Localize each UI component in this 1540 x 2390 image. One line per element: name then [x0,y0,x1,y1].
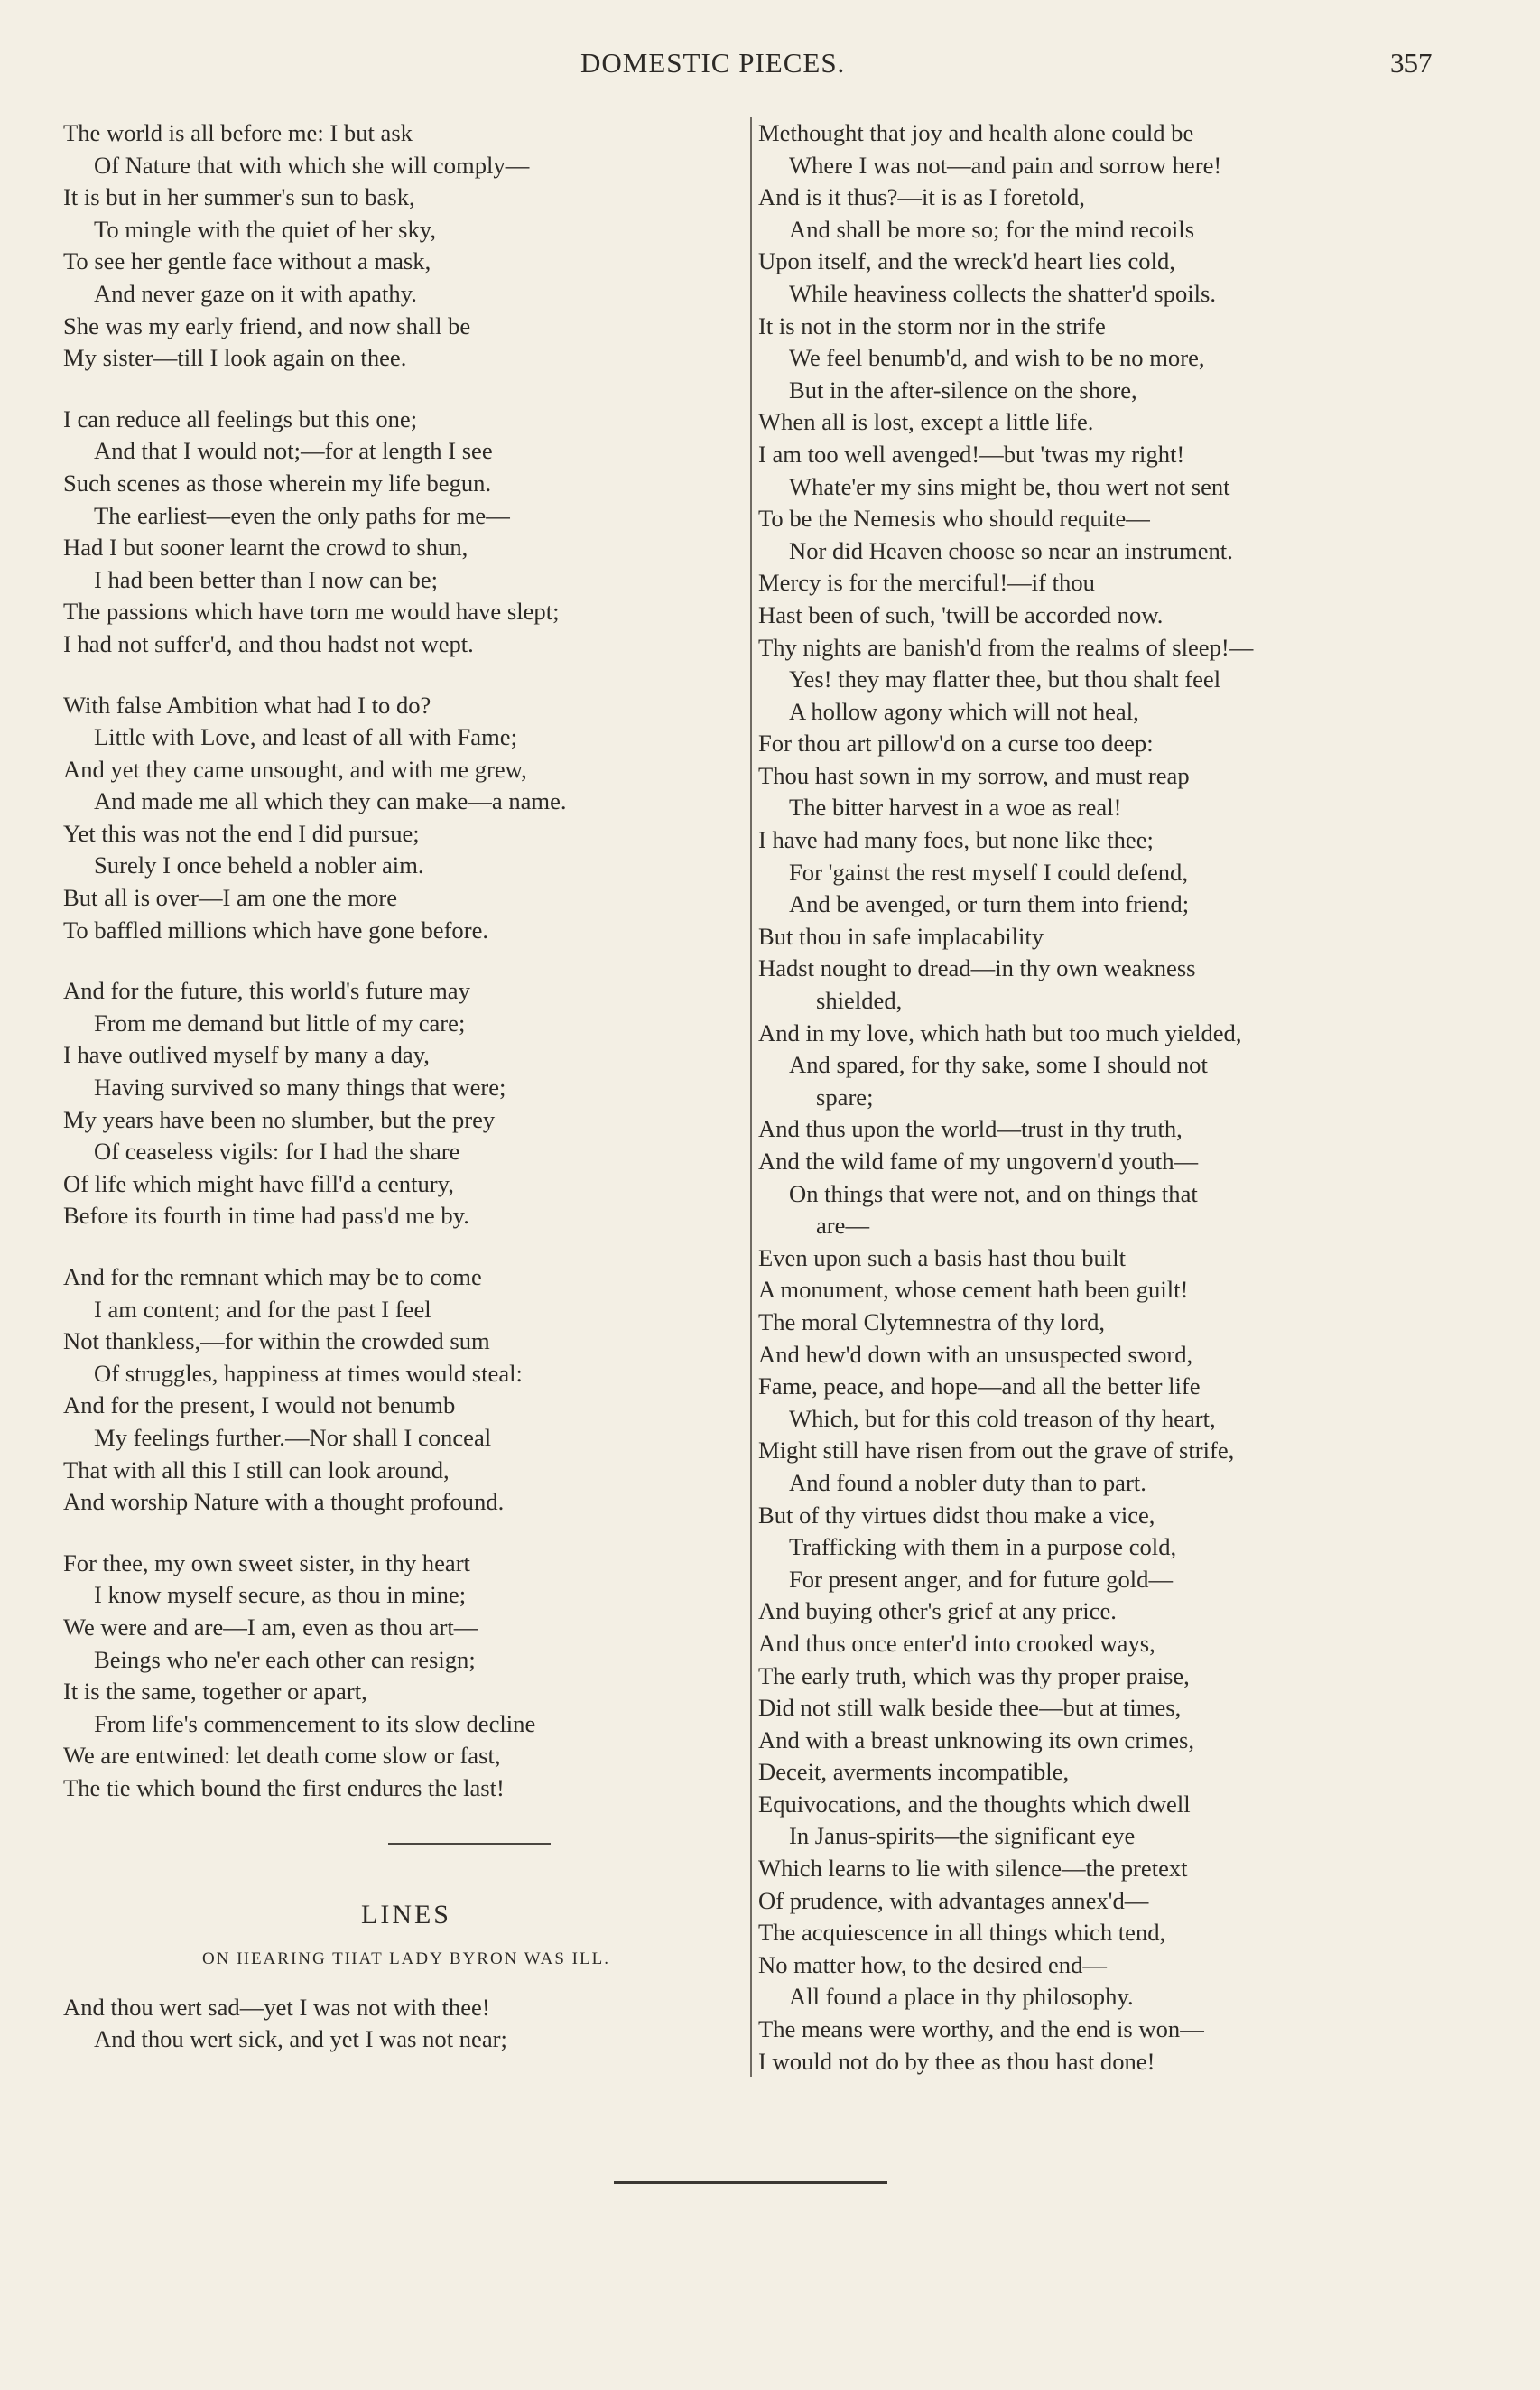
verse-line: When all is lost, except a little life. [758,408,1094,436]
verse-line: For present anger, and for future gold— [789,1565,1174,1593]
verse-line: It is not in the storm nor in the strife [758,312,1106,339]
stanza [63,975,749,1232]
verse-line: Such scenes as those wherein my life begun. [63,469,492,497]
verse-line: We feel benumb'd, and wish to be no more, [789,344,1205,372]
verse-line: Of prudence, with advantages annex'd— [758,1886,1149,1914]
page-number: 357 [1390,47,1433,79]
verse-line: Whate'er my sins might be, thou wert not sent [789,472,1230,500]
verse-line: But in the after-silence on the shore, [789,376,1137,404]
verse-line: Not thankless,—for within the crowded sum [63,1327,490,1355]
verse-line: And that I would not;—for at length I see [94,437,493,465]
verse-line: And worship Nature with a thought profound. [63,1488,505,1516]
verse-line: The bitter harvest in a woe as real! [789,794,1122,822]
verse-line: And for the present, I would not benumb [63,1391,456,1419]
verse-line: And shall be more so; for the mind recoils [789,215,1195,243]
verse-line: Little with Love, and least of all with Fame; [94,723,517,751]
verse-line: spare; [816,1083,874,1111]
verse-line: And thou wert sick, and yet I was not near; [94,2025,507,2053]
verse-line: Deceit, averments incompatible, [758,1758,1070,1786]
verse-line: From life's commencement to its slow decline [94,1709,536,1737]
verse-line: Might still have risen from out the grave of strife, [758,1437,1235,1465]
verse-line: Trafficking with them in a purpose cold, [789,1533,1177,1561]
verse-line: I had been better than I now can be; [94,565,439,593]
verse-line: She was my early friend, and now shall be [63,312,471,339]
verse-line: On things that were not, and on things that [789,1179,1198,1207]
verse-line: I have outlived myself by many a day, [63,1041,430,1069]
verse-line: And be avenged, or turn them into friend; [789,890,1190,918]
verse-line: Had I but sooner learnt the crowd to shun, [63,534,468,562]
verse-line: Of Nature that with which she will comply— [94,151,530,179]
verse-line: And found a nobler duty than to part. [789,1468,1146,1496]
poem-opening [63,1992,749,2056]
verse-line: The world is all before me: I but ask [63,119,413,146]
stanza [63,1548,749,1805]
verse-line: And is it thus?—it is as I foretold, [758,183,1085,211]
verse-line: Hast been of such, 'twill be accorded now. [758,600,1164,628]
running-head: DOMESTIC PIECES. [580,47,846,79]
verse-line: I have had many foes, but none like thee; [758,826,1154,854]
verse-line: Fame, peace, and hope—and all the better life [758,1372,1201,1400]
verse-line: Upon itself, and the wreck'd heart lies cold, [758,247,1175,275]
verse-line: No matter how, to the desired end— [758,1950,1107,1978]
verse-line: And yet they came unsought, and with me grew, [63,755,527,783]
verse-line: Hadst nought to dread—in thy own weakness [758,954,1196,982]
verse-line: The acquiescence in all things which tend, [758,1919,1166,1947]
stanza [63,117,749,375]
verse-line: shielded, [816,987,903,1015]
page-header [0,47,1540,83]
page-end-rule [614,2181,887,2184]
verse-line: I know myself secure, as thou in mine; [94,1581,467,1609]
poem-title: LINES [361,1899,451,1930]
verse-line: Which learns to lie with silence—the pretext [758,1855,1188,1883]
verse-line: It is the same, together or apart, [63,1678,367,1706]
verse-line: Yes! they may flatter thee, but thou shalt feel [789,665,1221,693]
verse-line: The moral Clytemnestra of thy lord, [758,1307,1106,1335]
verse-line: To be the Nemesis who should requite— [758,505,1150,533]
verse-line: I am too well avenged!—but 'twas my right! [758,440,1185,468]
verse-line: Which, but for this cold treason of thy heart, [789,1404,1216,1432]
verse-line: And never gaze on it with apathy. [94,279,417,307]
verse-line: I am content; and for the past I feel [94,1295,431,1323]
verse-line: For thee, my own sweet sister, in thy heart [63,1548,470,1576]
verse-line: And the wild fame of my ungovern'd youth— [758,1148,1199,1175]
verse-line: With false Ambition what had I to do? [63,691,431,719]
verse-line: To baffled millions which have gone before. [63,916,489,944]
verse-line: In Janus-spirits—the significant eye [789,1822,1136,1850]
verse-line: And thus upon the world—trust in thy truth, [758,1115,1183,1143]
verse-line: From me demand but little of my care; [94,1009,466,1037]
verse-line: The passions which have torn me would have slept; [63,598,560,626]
verse-line: For 'gainst the rest myself I could defend, [789,858,1189,886]
verse-line: Before its fourth in time had pass'd me by. [63,1202,469,1230]
verse-line: For thou art pillow'd on a curse too deep: [758,730,1154,758]
verse-line: Even upon such a basis hast thou built [758,1243,1126,1271]
verse-line: And thus once enter'd into crooked ways, [758,1629,1155,1657]
right-column [758,117,1449,2078]
verse-line: A monument, whose cement hath been guilt! [758,1276,1189,1304]
verse-line: And hew'd down with an unsuspected sword, [758,1340,1193,1368]
verse-line: Having survived so many things that were; [94,1074,506,1102]
verse-line: The earliest—even the only paths for me— [94,501,510,529]
verse-line: I can reduce all feelings but this one; [63,405,418,432]
verse-line: My sister—till I look again on thee. [63,344,407,372]
verse-line: Thy nights are banish'd from the realms of sleep!— [758,633,1254,661]
verse-line: Surely I once beheld a nobler aim. [94,851,424,879]
verse-line: But all is over—I am one the more [63,884,398,912]
verse-line: My years have been no slumber, but the prey [63,1105,496,1133]
stanza [63,690,749,947]
verse-line: While heaviness collects the shatter'd spoils. [789,279,1217,307]
verse-line: Equivocations, and the thoughts which dwell [758,1790,1191,1818]
verse-line: Did not still walk beside thee—but at times, [758,1694,1182,1722]
verse-line: And spared, for thy sake, some I should not [789,1051,1208,1079]
verse-line: And for the future, this world's future may [63,977,470,1005]
verse-line: Beings who ne'er each other can resign; [94,1645,476,1673]
verse-line: It is but in her summer's sun to bask, [63,183,415,211]
verse-line: The tie which bound the first endures the last! [63,1773,505,1801]
verse-line: Methought that joy and health alone could be [758,119,1194,146]
verse-line: But of thy virtues didst thou make a vice, [758,1501,1155,1529]
verse-line: To mingle with the quiet of her sky, [94,215,436,243]
left-column [63,117,749,2056]
verse-line: Of life which might have fill'd a century, [63,1169,454,1197]
verse-line: To see her gentle face without a mask, [63,247,431,275]
stanza [63,1261,749,1519]
verse-line: And thou wert sad—yet I was not with thee! [63,1993,490,2021]
column-divider [750,117,752,2077]
verse-line: All found a place in thy philosophy. [789,1983,1134,2011]
verse-line: That with all this I still can look around, [63,1455,450,1483]
verse-line: And buying other's grief at any price. [758,1597,1117,1625]
verse-line: The early truth, which was thy proper praise, [758,1661,1190,1689]
verse-line: Yet this was not the end I did pursue; [63,819,420,847]
verse-line: Mercy is for the merciful!—if thou [758,569,1095,597]
verse-line: My feelings further.—Nor shall I conceal [94,1423,492,1451]
verse-line: And in my love, which hath but too much yielded, [758,1018,1242,1046]
verse-line: The means were worthy, and the end is won— [758,2015,1204,2043]
verse-line: Thou hast sown in my sorrow, and must reap [758,761,1190,789]
verse-line: And made me all which they can make—a name. [94,787,567,815]
verse-line: We were and are—I am, even as thou art— [63,1613,478,1641]
verse-line: are— [816,1212,870,1240]
verse-line: Of struggles, happiness at times would steal: [94,1359,523,1387]
verse-line: Nor did Heaven choose so near an instrument. [789,536,1233,564]
verse-line: We are entwined: let death come slow or fast, [63,1742,501,1770]
verse-line: Of ceaseless vigils: for I had the share [94,1138,460,1166]
verse-line: I would not do by thee as thou hast done! [758,2047,1155,2075]
verse-line: Where I was not—and pain and sorrow here! [789,151,1222,179]
verse-line: And for the remnant which may be to come [63,1263,482,1290]
verse-line: But thou in safe implacability [758,922,1044,950]
verse-line: And with a breast unknowing its own crimes, [758,1725,1195,1753]
verse-line: I had not suffer'd, and thou hadst not wept. [63,629,474,657]
poem-subtitle: ON HEARING THAT LADY BYRON WAS ILL. [202,1949,610,1969]
section-rule [388,1843,551,1845]
verse-line: A hollow agony which will not heal, [789,697,1139,725]
stanza [63,404,749,661]
